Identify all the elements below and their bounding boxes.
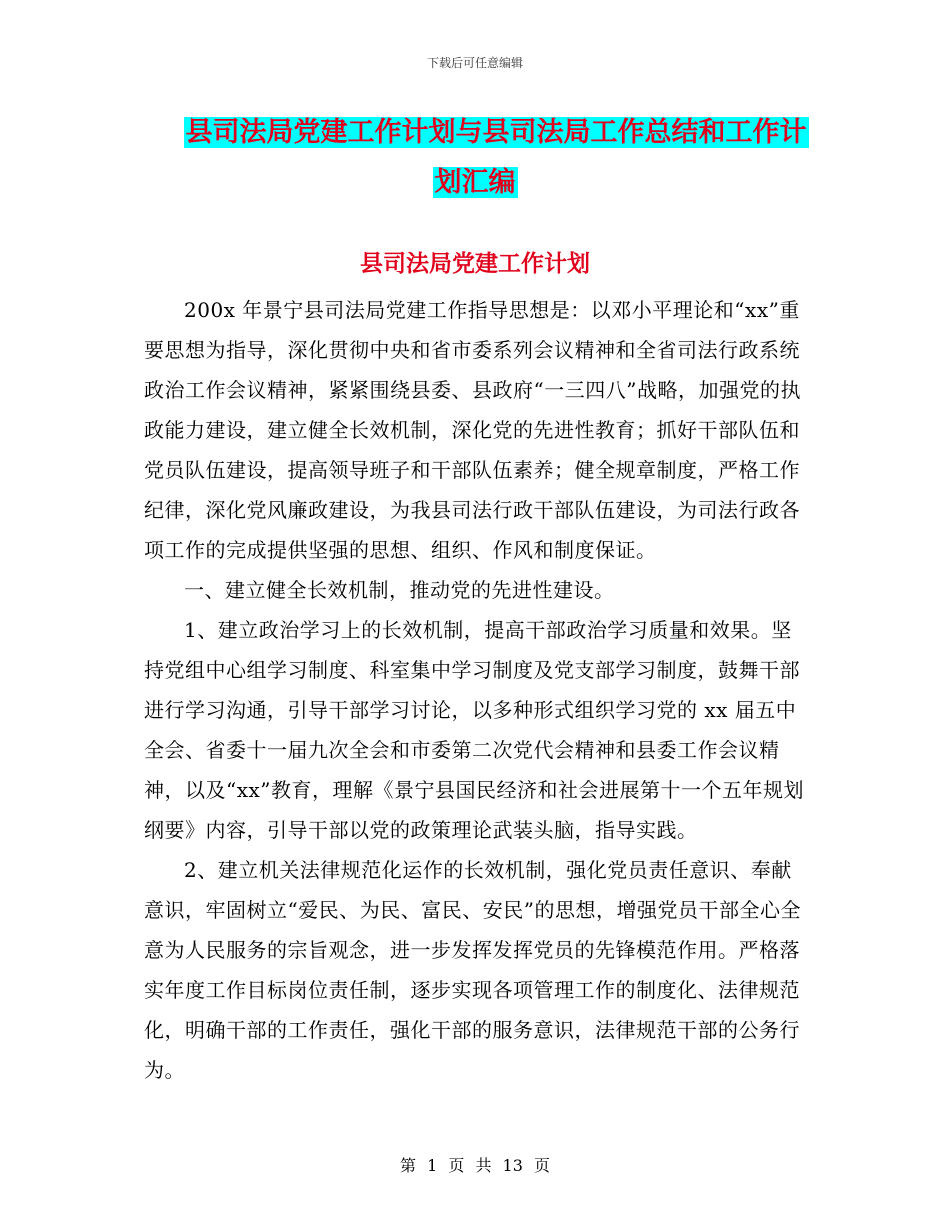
- document-title: [0, 108, 950, 208]
- header-note: 下载后可任意编辑: [426, 56, 523, 70]
- paragraph-heading-1: 一、建立健全长效机制，推动党的先进性建设。: [184, 578, 615, 602]
- document-title-line1: 县司法局党建工作计划与县司法局工作总结和工作计: [185, 117, 807, 148]
- document-body: [144, 290, 810, 1090]
- paragraph-item-1: 1、建立政治学习上的长效机制，提高干部政治学习质量和效果。坚持党组中心组学习制度、科室集中学习制度及党支部学习制度，鼓舞干部进行学习沟通，引导干部学习讨论，以多种形式组织学习党的 xx 届五中全会、省委十一届九次全会和市委第二次党代会精神和县委工作会议精神，以及“xx”教育，理解《景宁县国民经济和社会进展第十一个五年规划纲要》内容，引导干部以党的政策理论武装头脑，指导实践。: [144, 618, 805, 842]
- page-footer: 第 1 页 共 13 页: [400, 1156, 550, 1175]
- paragraph-intro: 200x 年景宁县司法局党建工作指导思想是：以邓小平理论和“xx”重要思想为指导，深化贯彻中央和省市委系列会议精神和全省司法行政系统政治工作会议精神，紧紧围绕县委、县政府“一三四八”战略，加强党的执政能力建设，建立健全长效机制，深化党的先进性教育；抓好干部队伍和党员队伍建设，提高领导班子和干部队伍素养；健全规章制度，严格工作纪律，深化党风廉政建设，为我县司法行政干部队伍建设，为司法行政各项工作的完成提供坚强的思想、组织、作风和制度保证。: [144, 298, 801, 562]
- paragraph-item-2: 2、建立机关法律规范化运作的长效机制，强化党员责任意识、奉献意识，牢固树立“爱民、为民、富民、安民”的思想，增强党员干部全心全意为人民服务的宗旨观念，进一步发挥发挥党员的先锋模范作用。严格落实年度工作目标岗位责任制，逐步实现各项管理工作的制度化、法律规范化，明确干部的工作责任，强化干部的服务意识，法律规范干部的公务行为。: [144, 858, 801, 1082]
- document-title-line2: 划汇编: [434, 167, 516, 198]
- section-title: 县司法局党建工作计划: [360, 251, 590, 277]
